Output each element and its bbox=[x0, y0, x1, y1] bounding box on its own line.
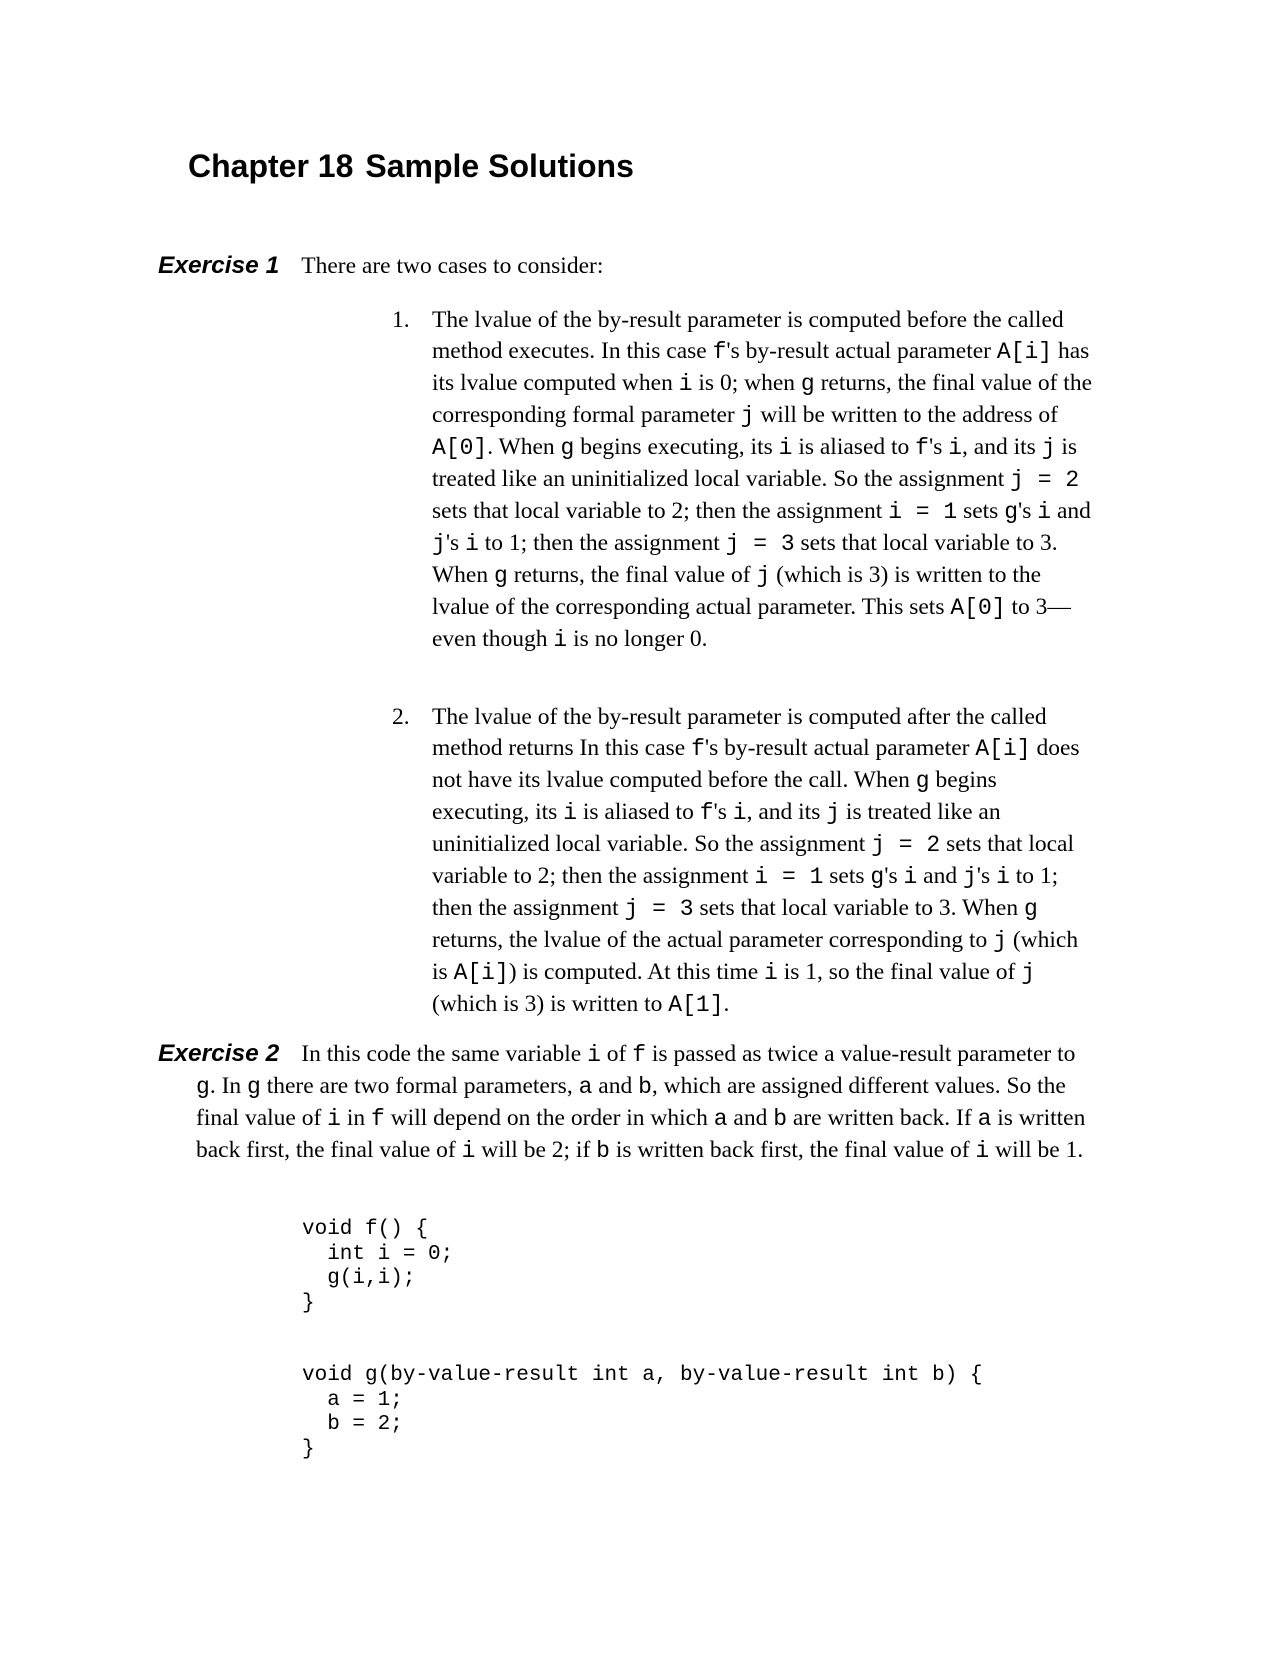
text-run: returns, the lvalue of the actual parameter corresponding to bbox=[432, 927, 994, 953]
text-run: . bbox=[723, 991, 730, 1017]
exercise-2-paragraph bbox=[158, 1038, 1096, 1167]
inline-code: g bbox=[915, 768, 930, 794]
inline-code: j bbox=[432, 531, 446, 557]
text-run: is no longer 0. bbox=[567, 626, 708, 652]
text-run: does not have its lvalue computed before the call. When bbox=[432, 735, 1080, 793]
exercise-1-case-2 bbox=[392, 702, 1097, 1021]
text-run: will be 1. bbox=[989, 1137, 1084, 1163]
text-run: and bbox=[1051, 498, 1091, 524]
text-run: , which are assigned different values. So the final value of bbox=[196, 1073, 1066, 1131]
inline-code: j bbox=[756, 563, 771, 589]
text-run: will be 2; if bbox=[475, 1137, 597, 1163]
inline-code: j bbox=[740, 403, 755, 429]
text-run: will be written to the address of bbox=[754, 402, 1058, 428]
text-run: (which is bbox=[432, 927, 1079, 985]
inline-code: A[0] bbox=[432, 435, 488, 461]
inline-code: i bbox=[948, 435, 963, 461]
text-run: returns, the final value of the corresponding formal parameter bbox=[432, 370, 1093, 428]
text-run: . When bbox=[487, 434, 561, 460]
inline-code: g bbox=[1004, 499, 1019, 525]
exercise-1-case-1 bbox=[392, 305, 1097, 656]
exercise-1-label: Exercise 1 bbox=[158, 252, 280, 279]
inline-code: a bbox=[977, 1106, 992, 1132]
text-run: sets that local variable to 3. When bbox=[432, 530, 1058, 588]
code-block-g: void g(by-value-result int a, by-value-result int b) { a = 1; b = 2; } bbox=[302, 1364, 983, 1461]
inline-code: i bbox=[732, 800, 747, 826]
inline-code: j bbox=[1021, 960, 1036, 986]
text-run: 's bbox=[884, 863, 904, 889]
inline-code: i bbox=[1037, 499, 1052, 525]
inline-code: f bbox=[632, 1042, 647, 1068]
inline-code: A[i] bbox=[975, 736, 1031, 762]
chapter-title: Sample Solutions bbox=[365, 148, 634, 184]
text-run: to 1; then the assignment bbox=[432, 863, 1059, 921]
text-run: 's bbox=[928, 434, 949, 460]
text-run: ) is computed. At this time bbox=[508, 959, 764, 985]
exercise-1-intro-text: There are two cases to consider: bbox=[301, 253, 604, 279]
text-run: (which is 3) is written to the lvalue of the corresponding actual parameter. This sets bbox=[432, 562, 1042, 620]
inline-code: j bbox=[1041, 435, 1056, 461]
exercise-2-label: Exercise 2 bbox=[158, 1040, 280, 1067]
inline-code: j bbox=[962, 864, 977, 890]
inline-code: b bbox=[596, 1138, 610, 1164]
text-run: is aliased to bbox=[792, 434, 916, 460]
exercise-2-text bbox=[196, 1041, 1085, 1163]
list-marker: 1. bbox=[392, 307, 410, 333]
text-run: The lvalue of the by-result parameter is computed after the called method returns In this case bbox=[432, 704, 1047, 761]
code-block-f: void f() { int i = 0; g(i,i); } bbox=[302, 1218, 454, 1315]
text-run: sets that local variable to 3. When bbox=[693, 895, 1024, 921]
inline-code: i = 1 bbox=[888, 499, 958, 525]
text-run: In this code the same variable bbox=[301, 1041, 588, 1067]
text-run: returns, the final value of bbox=[507, 562, 757, 588]
inline-code: i bbox=[975, 1138, 990, 1164]
text-run: 's by-result actual parameter bbox=[726, 338, 997, 364]
inline-code: f bbox=[699, 800, 714, 826]
inline-code: i bbox=[587, 1042, 601, 1068]
inline-code: g bbox=[494, 563, 508, 589]
text-run: and bbox=[592, 1073, 639, 1099]
text-run: sets that local variable to 2; then the assignment bbox=[432, 498, 889, 524]
text-run: 's bbox=[1018, 498, 1038, 524]
exercise-1-intro bbox=[158, 250, 603, 282]
case-1-text bbox=[432, 305, 1097, 656]
inline-code: f bbox=[691, 736, 705, 762]
text-run: The lvalue of the by-result parameter is computed before the called method executes. In this case bbox=[432, 307, 1064, 364]
inline-code: i bbox=[764, 960, 778, 986]
inline-code: f bbox=[371, 1106, 385, 1132]
inline-code: i bbox=[465, 531, 479, 557]
text-run: there are two formal parameters, bbox=[260, 1073, 579, 1099]
inline-code: f bbox=[915, 435, 929, 461]
inline-code: i bbox=[996, 864, 1010, 890]
text-run: (which is 3) is written to bbox=[432, 991, 669, 1017]
text-run: are written back. If bbox=[787, 1105, 978, 1131]
text-run: , and its bbox=[746, 799, 827, 825]
text-run: sets bbox=[823, 863, 871, 889]
text-run: is treated like an uninitialized local variable. So the assignment bbox=[432, 434, 1078, 492]
inline-code: j = 2 bbox=[1010, 467, 1080, 493]
text-run: in bbox=[340, 1105, 371, 1131]
inline-code: f bbox=[712, 339, 727, 365]
text-run: 's by-result actual parameter bbox=[704, 735, 976, 761]
text-run: has its lvalue computed when bbox=[432, 338, 1090, 396]
inline-code: j = 2 bbox=[871, 832, 941, 858]
text-run: of bbox=[600, 1041, 633, 1067]
inline-code: i bbox=[461, 1138, 476, 1164]
inline-code: j bbox=[993, 928, 1007, 954]
inline-code: i bbox=[903, 864, 918, 890]
text-run: is 0; when bbox=[692, 370, 801, 396]
text-run: to 1; then the assignment bbox=[478, 530, 726, 556]
inline-code: A[1] bbox=[668, 992, 724, 1018]
inline-code: g bbox=[247, 1074, 261, 1100]
text-run: , and its bbox=[962, 434, 1042, 460]
inline-code: i bbox=[553, 627, 568, 653]
inline-code: i = 1 bbox=[754, 864, 824, 890]
inline-code: g bbox=[560, 435, 575, 461]
inline-code: A[0] bbox=[950, 595, 1006, 621]
text-run: is passed as twice a value-result parameter to bbox=[646, 1041, 1076, 1067]
inline-code: A[i] bbox=[996, 339, 1053, 365]
inline-code: g bbox=[870, 864, 885, 890]
inline-code: b bbox=[638, 1074, 652, 1100]
inline-code: g bbox=[1024, 896, 1038, 922]
inline-code: A[i] bbox=[453, 960, 509, 986]
text-run: is treated like an uninitialized local variable. So the assignment bbox=[432, 799, 1001, 857]
chapter-number: Chapter 18 bbox=[188, 148, 354, 184]
text-run: 's bbox=[713, 799, 733, 825]
inline-code: i bbox=[327, 1106, 341, 1132]
inline-code: g bbox=[800, 371, 815, 397]
page-title bbox=[188, 146, 634, 186]
inline-code: j = 3 bbox=[725, 531, 795, 557]
text-run: . In bbox=[209, 1073, 248, 1099]
inline-code: g bbox=[196, 1074, 210, 1100]
case-2-text bbox=[432, 702, 1097, 1021]
text-run: begins executing, its bbox=[432, 767, 997, 825]
text-run: to 3—even though bbox=[432, 594, 1071, 652]
inline-code: b bbox=[773, 1106, 788, 1132]
inline-code: i bbox=[563, 800, 577, 826]
text-run: is 1, so the final value of bbox=[777, 959, 1022, 985]
text-run: is written back first, the final value of bbox=[609, 1137, 976, 1163]
text-run: 's bbox=[976, 863, 997, 889]
text-run: is aliased to bbox=[577, 799, 700, 825]
inline-code: i bbox=[678, 371, 693, 397]
text-run: sets bbox=[957, 498, 1005, 524]
text-run: is written back first, the final value of bbox=[196, 1105, 1086, 1163]
inline-code: a bbox=[578, 1074, 593, 1100]
inline-code: i bbox=[778, 435, 793, 461]
text-run: and bbox=[917, 863, 963, 889]
inline-code: j bbox=[826, 800, 841, 826]
text-run: begins executing, its bbox=[574, 434, 779, 460]
text-run: and bbox=[727, 1105, 774, 1131]
text-run: will depend on the order in which bbox=[384, 1105, 714, 1131]
inline-code: j = 3 bbox=[624, 896, 694, 922]
text-run: sets that local variable to 2; then the assignment bbox=[432, 831, 1075, 889]
list-marker: 2. bbox=[392, 704, 410, 730]
text-run: 's bbox=[445, 530, 466, 556]
inline-code: a bbox=[713, 1106, 728, 1132]
